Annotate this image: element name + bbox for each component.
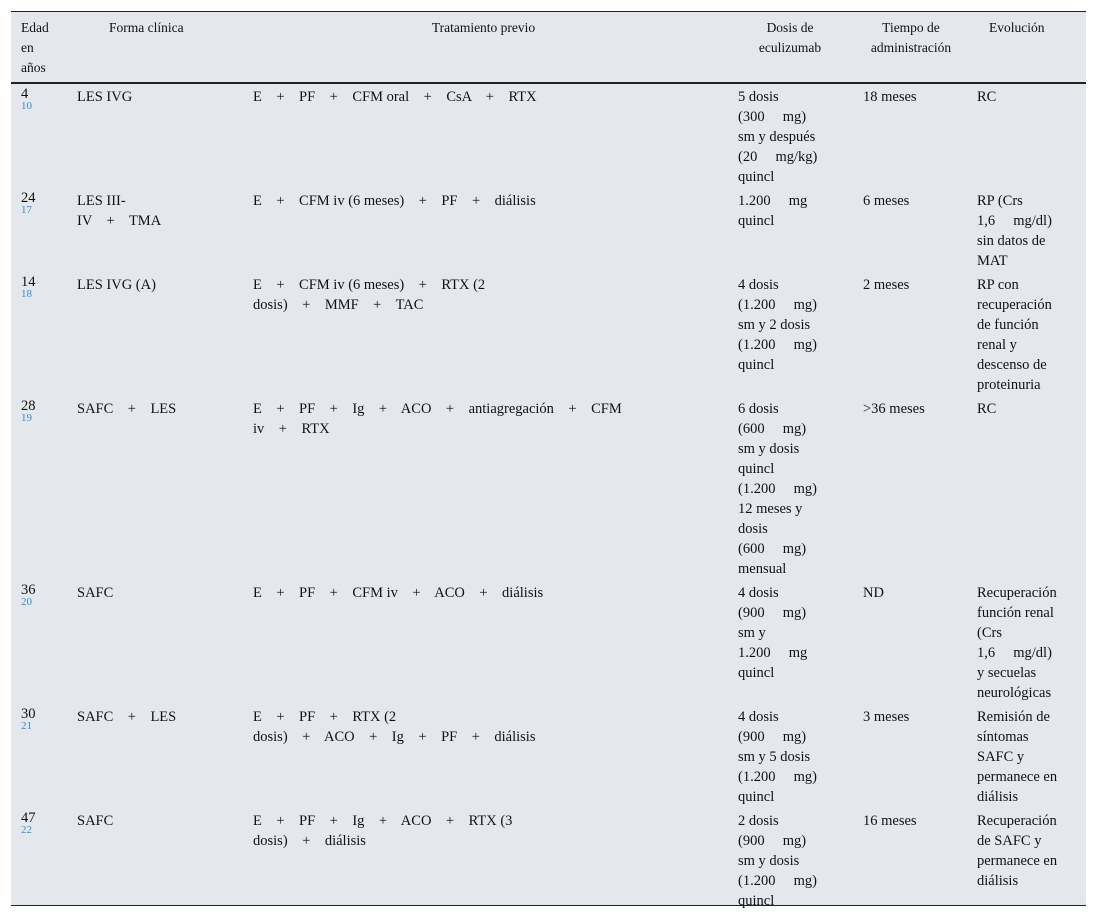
age-value: 28 bbox=[21, 398, 36, 414]
cell-edad bbox=[11, 188, 77, 272]
header-forma: Forma clínica bbox=[77, 12, 240, 83]
cell-edad bbox=[11, 580, 77, 704]
table-container bbox=[11, 11, 1086, 909]
cell-tiempo: 6 meses bbox=[863, 193, 910, 209]
cell-edad bbox=[11, 396, 77, 580]
cell-edad bbox=[11, 272, 77, 396]
cell-tiempo: 16 meses bbox=[863, 813, 917, 829]
cell-tratamiento: E + PF + CFM iv + ACO + diálisis bbox=[253, 585, 544, 601]
table-row bbox=[11, 188, 1086, 272]
cell-forma: SAFC + LES bbox=[77, 401, 177, 417]
cell-edad bbox=[11, 808, 77, 912]
cell-evolucion: RC bbox=[977, 89, 997, 105]
header-row bbox=[11, 12, 1086, 83]
cell-tratamiento: E + CFM iv (6 meses) + PF + diálisis bbox=[253, 193, 536, 209]
header-edad: Edad en años bbox=[11, 12, 77, 83]
cell-forma: LES IVG bbox=[77, 89, 133, 105]
age-value: 30 bbox=[21, 706, 36, 722]
reference-link[interactable]: 10 bbox=[21, 100, 32, 112]
cell-tratamiento: E + PF + Ig + ACO + antiagregación + CFM iv + RTX bbox=[253, 401, 622, 437]
header-tiempo: Tiempo de administración bbox=[853, 12, 969, 83]
table-body bbox=[11, 83, 1086, 912]
table-row bbox=[11, 580, 1086, 704]
age-value: 36 bbox=[21, 582, 36, 598]
cell-evolucion: Remisión de síntomas SAFC y permanece en diálisis bbox=[977, 709, 1058, 805]
cell-evolucion: Recuperación de SAFC y permanece en diálisis bbox=[977, 813, 1058, 889]
cell-forma: LES IVG (A) bbox=[77, 277, 156, 293]
cell-tiempo: ND bbox=[863, 585, 884, 601]
header-evolucion: Evolución bbox=[969, 12, 1086, 83]
reference-link[interactable]: 20 bbox=[21, 596, 32, 608]
age-value: 47 bbox=[21, 810, 36, 826]
cell-tratamiento: E + PF + RTX (2 dosis) + ACO + Ig + PF + diálisis bbox=[253, 709, 536, 745]
table-row bbox=[11, 83, 1086, 188]
cell-dosis: 4 dosis (900 mg) sm y 1.200 mg quincl bbox=[738, 585, 808, 681]
cell-dosis: 1.200 mg quincl bbox=[738, 193, 808, 229]
treatment-table bbox=[11, 12, 1086, 912]
cell-edad bbox=[11, 704, 77, 808]
cell-dosis: 4 dosis (1.200 mg) sm y 2 dosis (1.200 mg) quincl bbox=[738, 277, 817, 373]
table-row bbox=[11, 704, 1086, 808]
cell-evolucion: Recuperación función renal (Crs 1,6 mg/dl) y secuelas neurológicas bbox=[977, 585, 1057, 701]
cell-dosis: 2 dosis (900 mg) sm y dosis (1.200 mg) quincl bbox=[738, 813, 817, 909]
table-row bbox=[11, 396, 1086, 580]
cell-edad bbox=[11, 83, 77, 188]
cell-evolucion: RP (Crs 1,6 mg/dl) sin datos de MAT bbox=[977, 193, 1052, 269]
cell-tiempo: 2 meses bbox=[863, 277, 910, 293]
reference-link[interactable]: 21 bbox=[21, 720, 32, 732]
age-value: 24 bbox=[21, 190, 36, 206]
cell-dosis: 5 dosis (300 mg) sm y después (20 mg/kg) quincl bbox=[738, 89, 818, 185]
cell-tiempo: 18 meses bbox=[863, 89, 917, 105]
cell-evolucion: RP con recuperación de función renal y descenso de proteinuria bbox=[977, 277, 1052, 393]
age-value: 14 bbox=[21, 274, 36, 290]
cell-forma: SAFC bbox=[77, 585, 114, 601]
cell-forma: LES III- IV + TMA bbox=[77, 193, 162, 229]
cell-tratamiento: E + PF + CFM oral + CsA + RTX bbox=[253, 89, 537, 105]
reference-link[interactable]: 18 bbox=[21, 288, 32, 300]
cell-tiempo: 3 meses bbox=[863, 709, 910, 725]
cell-forma: SAFC + LES bbox=[77, 709, 177, 725]
reference-link[interactable]: 19 bbox=[21, 412, 32, 424]
header-dosis: Dosis de eculizumab bbox=[727, 12, 853, 83]
reference-link[interactable]: 22 bbox=[21, 824, 32, 836]
cell-tratamiento: E + PF + Ig + ACO + RTX (3 dosis) + diálisis bbox=[253, 813, 513, 849]
table-row bbox=[11, 808, 1086, 912]
cell-tiempo: >36 meses bbox=[863, 401, 925, 417]
cell-dosis: 6 dosis (600 mg) sm y dosis quincl (1.200 mg) 12 meses y dosis (600 mg) mensual bbox=[738, 401, 817, 577]
age-value: 4 bbox=[21, 86, 29, 102]
cell-dosis: 4 dosis (900 mg) sm y 5 dosis (1.200 mg) quincl bbox=[738, 709, 817, 805]
cell-evolucion: RC bbox=[977, 401, 997, 417]
table-row bbox=[11, 272, 1086, 396]
cell-forma: SAFC bbox=[77, 813, 114, 829]
header-tratamiento: Tratamiento previo bbox=[240, 12, 727, 83]
cell-tratamiento: E + CFM iv (6 meses) + RTX (2 dosis) + MMF + TAC bbox=[253, 277, 486, 313]
reference-link[interactable]: 17 bbox=[21, 204, 32, 216]
